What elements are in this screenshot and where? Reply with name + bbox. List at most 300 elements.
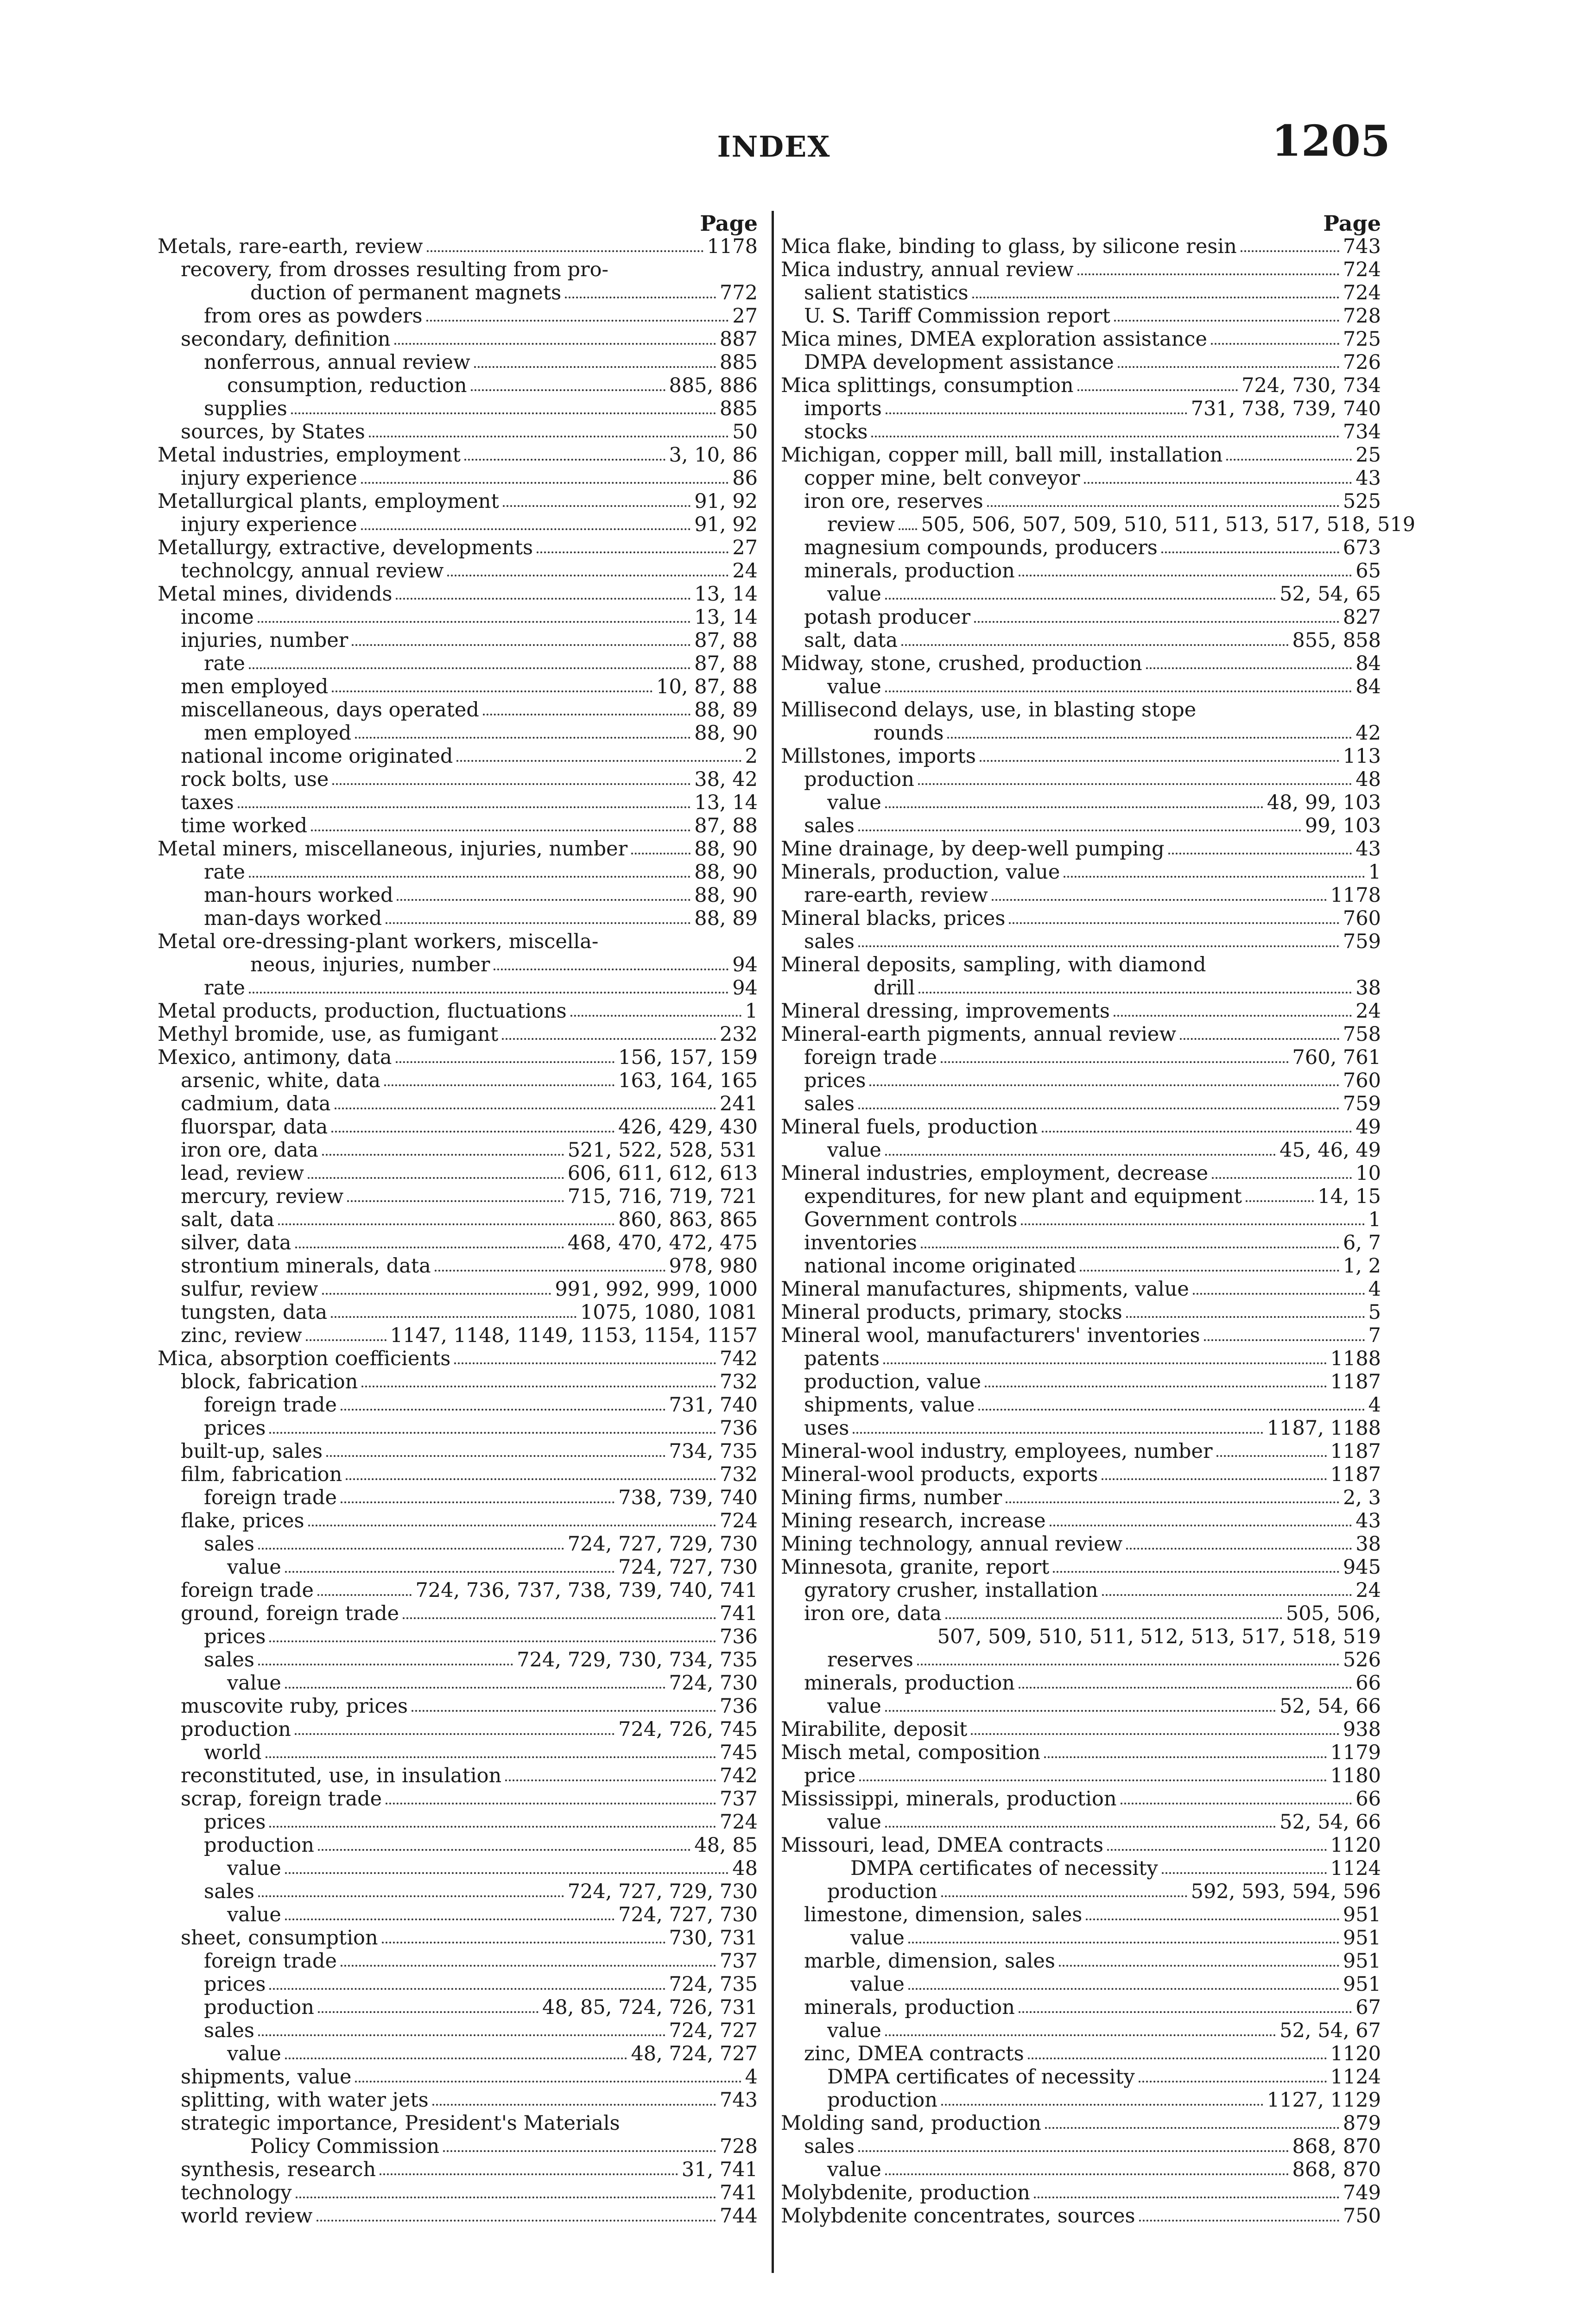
dot-leader	[285, 2057, 627, 2059]
entry-text: Mineral-wool industry, employees, number	[781, 1440, 1213, 1463]
dot-leader	[347, 1200, 564, 1202]
dot-leader	[412, 1710, 716, 1712]
index-entry	[781, 1185, 1381, 1208]
entry-pages: 13, 14	[694, 791, 758, 814]
index-entry	[158, 2112, 758, 2135]
index-entry	[781, 861, 1381, 884]
dot-leader	[917, 1664, 1339, 1665]
dot-leader	[941, 2104, 1263, 2106]
dot-leader	[1064, 876, 1364, 878]
index-entry	[781, 351, 1381, 374]
entry-text: built-up, sales	[181, 1440, 323, 1463]
dot-leader	[295, 1247, 564, 1248]
index-entry	[158, 304, 758, 328]
entry-text: Metal mines, dividends	[158, 582, 393, 606]
entry-pages: 24	[1355, 1000, 1381, 1023]
index-entry	[781, 629, 1381, 652]
index-entry	[781, 1741, 1381, 1764]
entry-text: rock bolts, use	[181, 768, 329, 791]
entry-text: income	[181, 606, 254, 629]
entry-text: production	[181, 1718, 291, 1741]
index-entry	[781, 1834, 1381, 1857]
entry-text: Missouri, lead, DMEA contracts	[781, 1834, 1104, 1857]
index-entry	[781, 1393, 1381, 1417]
index-entry	[781, 1695, 1381, 1718]
entry-text: man-days worked	[204, 907, 382, 930]
dot-leader	[1102, 1478, 1326, 1480]
entry-text: rate	[204, 652, 245, 675]
dot-leader	[974, 621, 1339, 623]
index-entry	[781, 1903, 1381, 1926]
index-entry	[158, 397, 758, 420]
dot-leader	[317, 1594, 412, 1596]
entry-pages: 507, 509, 510, 511, 512, 513, 517, 518, 519	[937, 1625, 1381, 1648]
index-entry	[781, 1347, 1381, 1370]
entry-pages: 3, 10, 86	[669, 443, 758, 467]
entry-pages: 43	[1355, 1509, 1381, 1532]
entry-pages: 724	[1343, 258, 1381, 281]
index-entry	[781, 698, 1381, 722]
index-entries-left	[158, 235, 758, 2228]
entry-pages: 27	[732, 304, 758, 328]
dot-leader	[318, 1849, 690, 1851]
index-entry	[781, 443, 1381, 467]
index-entry	[781, 2135, 1381, 2158]
dot-leader	[396, 598, 690, 600]
dot-leader	[352, 644, 690, 646]
entry-text: Metal miners, miscellaneous, injuries, number	[158, 837, 628, 861]
entry-pages: 7	[1368, 1324, 1381, 1347]
entry-pages: 1180	[1330, 1764, 1381, 1787]
entry-text: DMPA certificates of necessity	[827, 2065, 1135, 2089]
dot-leader	[474, 366, 716, 368]
index-entry	[781, 1254, 1381, 1278]
entry-text: rounds	[874, 722, 944, 745]
dot-leader	[1146, 667, 1352, 669]
dot-leader	[858, 829, 1301, 831]
entry-text: man-hours worked	[204, 884, 393, 907]
index-entry	[781, 374, 1381, 397]
entry-text: reconstituted, use, in insulation	[181, 1764, 502, 1787]
index-entry	[158, 1208, 758, 1231]
index-entry	[781, 2042, 1381, 2065]
dot-leader	[1114, 320, 1339, 322]
entry-text: Mica splittings, consumption	[781, 374, 1074, 397]
index-entry	[781, 258, 1381, 281]
index-entry	[158, 2135, 758, 2158]
index-entry	[158, 351, 758, 374]
dot-leader	[341, 1501, 614, 1503]
dot-leader	[306, 1339, 386, 1341]
dot-leader	[1204, 1339, 1365, 1341]
dot-leader	[1193, 1293, 1365, 1295]
entry-text: value	[227, 2042, 281, 2065]
index-entry	[158, 629, 758, 652]
entry-pages: 885, 886	[669, 374, 758, 397]
entry-text: U. S. Tariff Commission report	[804, 304, 1110, 328]
entry-pages: 860, 863, 865	[618, 1208, 758, 1231]
entry-text: block, fabrication	[181, 1370, 358, 1393]
index-entry	[781, 1787, 1381, 1811]
entry-text: synthesis, research	[181, 2158, 376, 2181]
dot-leader	[1009, 922, 1339, 924]
entry-text: Minnesota, granite, report	[781, 1556, 1050, 1579]
entry-text: Metal ore-dressing-plant workers, miscella-	[158, 930, 599, 953]
entry-pages: 991, 992, 999, 1000	[555, 1278, 758, 1301]
entry-pages: 88, 90	[694, 837, 758, 861]
entry-text: production	[827, 2089, 937, 2112]
index-entry	[158, 559, 758, 582]
entry-pages: 426, 429, 430	[618, 1115, 758, 1139]
entry-pages: 4	[1368, 1278, 1381, 1301]
entry-text: Mineral products, primary, stocks	[781, 1301, 1122, 1324]
entry-pages: 1075, 1080, 1081	[580, 1301, 758, 1324]
dot-leader	[386, 922, 690, 924]
entry-pages: 945	[1343, 1556, 1381, 1579]
index-entry	[781, 930, 1381, 953]
dot-leader	[883, 1362, 1327, 1364]
entry-text: Metals, rare-earth, review	[158, 235, 423, 258]
index-entry	[781, 837, 1381, 861]
entry-pages: 750	[1343, 2204, 1381, 2228]
dot-leader	[885, 598, 1276, 600]
dot-leader	[858, 2150, 1289, 2152]
dot-leader	[1034, 2197, 1339, 2198]
dot-leader	[1084, 482, 1352, 484]
index-entry	[158, 1417, 758, 1440]
dot-leader	[1019, 575, 1352, 576]
dot-leader	[502, 1038, 716, 1040]
dot-leader	[859, 1779, 1326, 1781]
index-entry	[158, 884, 758, 907]
entry-text: value	[827, 1811, 881, 1834]
index-entry	[158, 1718, 758, 1741]
entry-text: foreign trade	[204, 1486, 337, 1509]
index-entry	[781, 1973, 1381, 1996]
entry-text: value	[227, 1671, 281, 1695]
index-entry	[781, 1162, 1381, 1185]
entry-text: Mining research, increase	[781, 1509, 1046, 1532]
entry-text: injury experience	[181, 513, 357, 536]
entry-pages: 760, 761	[1292, 1046, 1381, 1069]
entry-pages: 737	[719, 1787, 758, 1811]
index-entry	[781, 1231, 1381, 1254]
index-entry	[781, 1324, 1381, 1347]
index-entry	[781, 1509, 1381, 1532]
entry-pages: 736	[719, 1417, 758, 1440]
dot-leader	[1226, 459, 1352, 461]
dot-leader	[269, 1432, 716, 1434]
entry-text: minerals, production	[804, 1996, 1015, 2019]
entry-text: Policy Commission	[250, 2135, 440, 2158]
entry-text: zinc, DMEA contracts	[804, 2042, 1024, 2065]
entry-text: Metal industries, employment	[158, 443, 461, 467]
entry-text: rare-earth, review	[804, 884, 988, 907]
index-entry	[781, 1648, 1381, 1671]
entry-pages: 84	[1355, 652, 1381, 675]
dot-leader	[918, 992, 1352, 994]
dot-leader	[945, 1617, 1282, 1619]
index-entry	[158, 1579, 758, 1602]
entry-text: iron ore, reserves	[804, 490, 983, 513]
dot-leader	[285, 1872, 728, 1874]
entry-text: technology	[181, 2181, 292, 2204]
index-entry	[781, 907, 1381, 930]
dot-leader	[858, 945, 1339, 947]
index-entry	[781, 420, 1381, 443]
dot-leader	[295, 1733, 614, 1735]
index-entry	[158, 235, 758, 258]
entry-pages: 10, 87, 88	[656, 675, 758, 698]
entry-text: drill	[874, 976, 915, 1000]
page-number: 1205	[1271, 116, 1390, 166]
index-entry	[158, 513, 758, 536]
entry-pages: 1	[745, 1000, 758, 1023]
index-entry	[781, 768, 1381, 791]
dot-leader	[308, 1525, 716, 1526]
entry-text: iron ore, data	[181, 1139, 318, 1162]
dot-leader	[886, 412, 1187, 414]
entry-text: production, value	[804, 1370, 982, 1393]
index-entry	[158, 1115, 758, 1139]
dot-leader	[1077, 389, 1238, 391]
entry-pages: 724, 727, 730	[618, 1556, 758, 1579]
index-entry	[158, 675, 758, 698]
dot-leader	[1053, 1571, 1339, 1573]
index-entry	[781, 1069, 1381, 1092]
index-entry	[158, 1000, 758, 1023]
index-entry	[158, 420, 758, 443]
dot-leader	[1139, 2081, 1327, 2083]
entry-text: expenditures, for new plant and equipment	[804, 1185, 1242, 1208]
dot-leader	[355, 737, 690, 739]
dot-leader	[238, 806, 691, 808]
index-entry	[781, 1301, 1381, 1324]
entry-text: magnesium compounds, producers	[804, 536, 1158, 559]
entry-text: tungsten, data	[181, 1301, 328, 1324]
entry-text: prices	[204, 1417, 266, 1440]
entry-text: foreign trade	[181, 1579, 314, 1602]
entry-pages: 734, 735	[669, 1440, 758, 1463]
entry-pages: 868, 870	[1292, 2135, 1381, 2158]
entry-pages: 741	[719, 1602, 758, 1625]
entry-pages: 592, 593, 594, 596	[1191, 1880, 1381, 1903]
entry-pages: 759	[1343, 930, 1381, 953]
dot-leader	[1118, 366, 1339, 368]
dot-leader	[447, 575, 728, 576]
index-entry	[781, 884, 1381, 907]
column-divider	[772, 211, 774, 2273]
entry-text: national income originated	[804, 1254, 1077, 1278]
index-entry	[158, 953, 758, 976]
entry-pages: 48, 85	[694, 1834, 758, 1857]
entry-pages: 827	[1343, 606, 1381, 629]
entry-text: iron ore, data	[804, 1602, 942, 1625]
index-entry	[781, 2158, 1381, 2181]
index-entry	[781, 1556, 1381, 1579]
entry-pages: 885	[719, 351, 758, 374]
entry-pages: 31, 741	[681, 2158, 758, 2181]
entry-text: value	[827, 791, 881, 814]
index-entry	[781, 652, 1381, 675]
index-entry	[781, 582, 1381, 606]
dot-leader	[285, 1571, 614, 1573]
dot-leader	[1168, 853, 1352, 855]
entry-text: value	[227, 1556, 281, 1579]
dot-leader	[631, 853, 690, 855]
index-entry	[158, 2158, 758, 2181]
entry-text: nonferrous, annual review	[204, 351, 470, 374]
entry-text: arsenic, white, data	[181, 1069, 380, 1092]
dot-leader	[426, 320, 729, 322]
entry-text: salt, data	[181, 1208, 275, 1231]
index-entry	[158, 1926, 758, 1950]
dot-leader	[386, 1803, 716, 1804]
entry-text: Mineral-earth pigments, annual review	[781, 1023, 1177, 1046]
dot-leader	[1162, 1872, 1327, 1874]
entry-text: sales	[804, 814, 855, 837]
dot-leader	[1006, 1501, 1339, 1503]
entry-pages: 87, 88	[694, 814, 758, 837]
entry-text: value	[827, 2019, 881, 2042]
index-entry	[781, 1417, 1381, 1440]
entry-text: value	[850, 1926, 905, 1950]
entry-text: value	[827, 582, 881, 606]
entry-text: value	[827, 1139, 881, 1162]
dot-leader	[464, 459, 665, 461]
entry-text: foreign trade	[204, 1393, 337, 1417]
index-entry	[781, 2112, 1381, 2135]
index-entry	[158, 606, 758, 629]
entry-pages: 38, 42	[694, 768, 758, 791]
index-entry	[158, 1046, 758, 1069]
dot-leader	[505, 1779, 716, 1781]
entry-text: limestone, dimension, sales	[804, 1903, 1083, 1926]
entry-pages: 1187	[1330, 1370, 1381, 1393]
dot-leader	[503, 505, 690, 507]
index-entry	[158, 976, 758, 1000]
entry-text: zinc, review	[181, 1324, 302, 1347]
entry-text: minerals, production	[804, 1671, 1015, 1695]
entry-pages: 42	[1355, 722, 1381, 745]
dot-leader	[941, 1895, 1187, 1897]
index-entry	[158, 1648, 758, 1671]
index-entry	[781, 1023, 1381, 1046]
dot-leader	[432, 2104, 716, 2106]
entry-text: muscovite ruby, prices	[181, 1695, 408, 1718]
index-entries-right	[781, 235, 1416, 2228]
entry-pages: 1187	[1330, 1463, 1381, 1486]
index-entry	[781, 1926, 1381, 1950]
dot-leader	[1028, 2057, 1327, 2059]
dot-leader	[341, 1965, 716, 1967]
entry-pages: 24	[1355, 1579, 1381, 1602]
entry-pages: 1147, 1148, 1149, 1153, 1154, 1157	[390, 1324, 758, 1347]
entry-text: sales	[804, 2135, 855, 2158]
entry-text: strategic importance, President's Materials	[181, 2112, 620, 2135]
dot-leader	[427, 250, 703, 252]
entry-text: Molybdenite concentrates, sources	[781, 2204, 1135, 2228]
index-entry	[781, 606, 1381, 629]
entry-pages: 52, 54, 66	[1279, 1695, 1381, 1718]
entry-text: prices	[204, 1973, 266, 1996]
index-entry	[158, 1254, 758, 1278]
dot-leader	[1102, 1594, 1352, 1596]
index-entry	[781, 235, 1381, 258]
entry-pages: 156, 157, 159	[618, 1046, 758, 1069]
dot-leader	[266, 1756, 716, 1758]
entry-pages: 742	[719, 1347, 758, 1370]
index-entry	[781, 1880, 1381, 1903]
entry-text: lead, review	[181, 1162, 304, 1185]
index-entry	[781, 2065, 1381, 2089]
index-entry	[781, 1625, 1381, 1648]
entry-text: Mexico, antimony, data	[158, 1046, 392, 1069]
entry-text: Molybdenite, production	[781, 2181, 1030, 2204]
entry-pages: 50	[732, 420, 758, 443]
entry-pages: 1	[1368, 1208, 1381, 1231]
entry-text: Mineral manufactures, shipments, value	[781, 1278, 1189, 1301]
index-entry	[158, 1857, 758, 1880]
dot-leader	[885, 690, 1352, 692]
entry-text: Metallurgy, extractive, developments	[158, 536, 533, 559]
index-entry	[158, 467, 758, 490]
index-entry	[158, 861, 758, 884]
entry-pages: 951	[1343, 1926, 1381, 1950]
entry-text: sales	[804, 930, 855, 953]
entry-pages: 731, 738, 739, 740	[1191, 397, 1381, 420]
index-entry	[158, 1602, 758, 1625]
dot-leader	[355, 2081, 741, 2083]
entry-pages: 48, 724, 727	[631, 2042, 758, 2065]
entry-text: world	[204, 1741, 262, 1764]
index-entry	[158, 1834, 758, 1857]
index-entry	[158, 1393, 758, 1417]
entry-pages: 1120	[1330, 1834, 1381, 1857]
entry-text: Mirabilite, deposit	[781, 1718, 968, 1741]
entry-pages: 724, 736, 737, 738, 739, 740, 741	[415, 1579, 758, 1602]
index-entry	[158, 443, 758, 467]
dot-leader	[332, 783, 690, 785]
entry-pages: 1127, 1129	[1267, 2089, 1381, 2112]
entry-pages: 734	[1343, 420, 1381, 443]
entry-pages: 855, 858	[1292, 629, 1381, 652]
entry-text: value	[850, 1973, 905, 1996]
page-header	[158, 116, 1390, 185]
entry-text: national income originated	[181, 745, 453, 768]
entry-pages: 732	[719, 1463, 758, 1486]
entry-text: Methyl bromide, use, as fumigant	[158, 1023, 499, 1046]
dot-leader	[296, 2197, 716, 2198]
index-entry	[781, 1000, 1381, 1023]
entry-text: mercury, review	[181, 1185, 344, 1208]
index-entry	[781, 1857, 1381, 1880]
dot-leader	[335, 1108, 716, 1109]
entry-text: Metallurgical plants, employment	[158, 490, 499, 513]
entry-pages: 43	[1355, 467, 1381, 490]
entry-text: Mineral deposits, sampling, with diamond	[781, 953, 1206, 976]
index-entry	[158, 745, 758, 768]
entry-text: film, fabrication	[181, 1463, 342, 1486]
entry-text: Millstones, imports	[781, 745, 976, 768]
entry-text: production	[204, 1996, 314, 2019]
dot-leader	[361, 482, 729, 484]
dot-leader	[443, 2150, 716, 2152]
entry-text: consumption, reduction	[227, 374, 467, 397]
entry-pages: 49	[1355, 1115, 1381, 1139]
entry-text: stocks	[804, 420, 868, 443]
dot-leader	[1077, 273, 1339, 275]
